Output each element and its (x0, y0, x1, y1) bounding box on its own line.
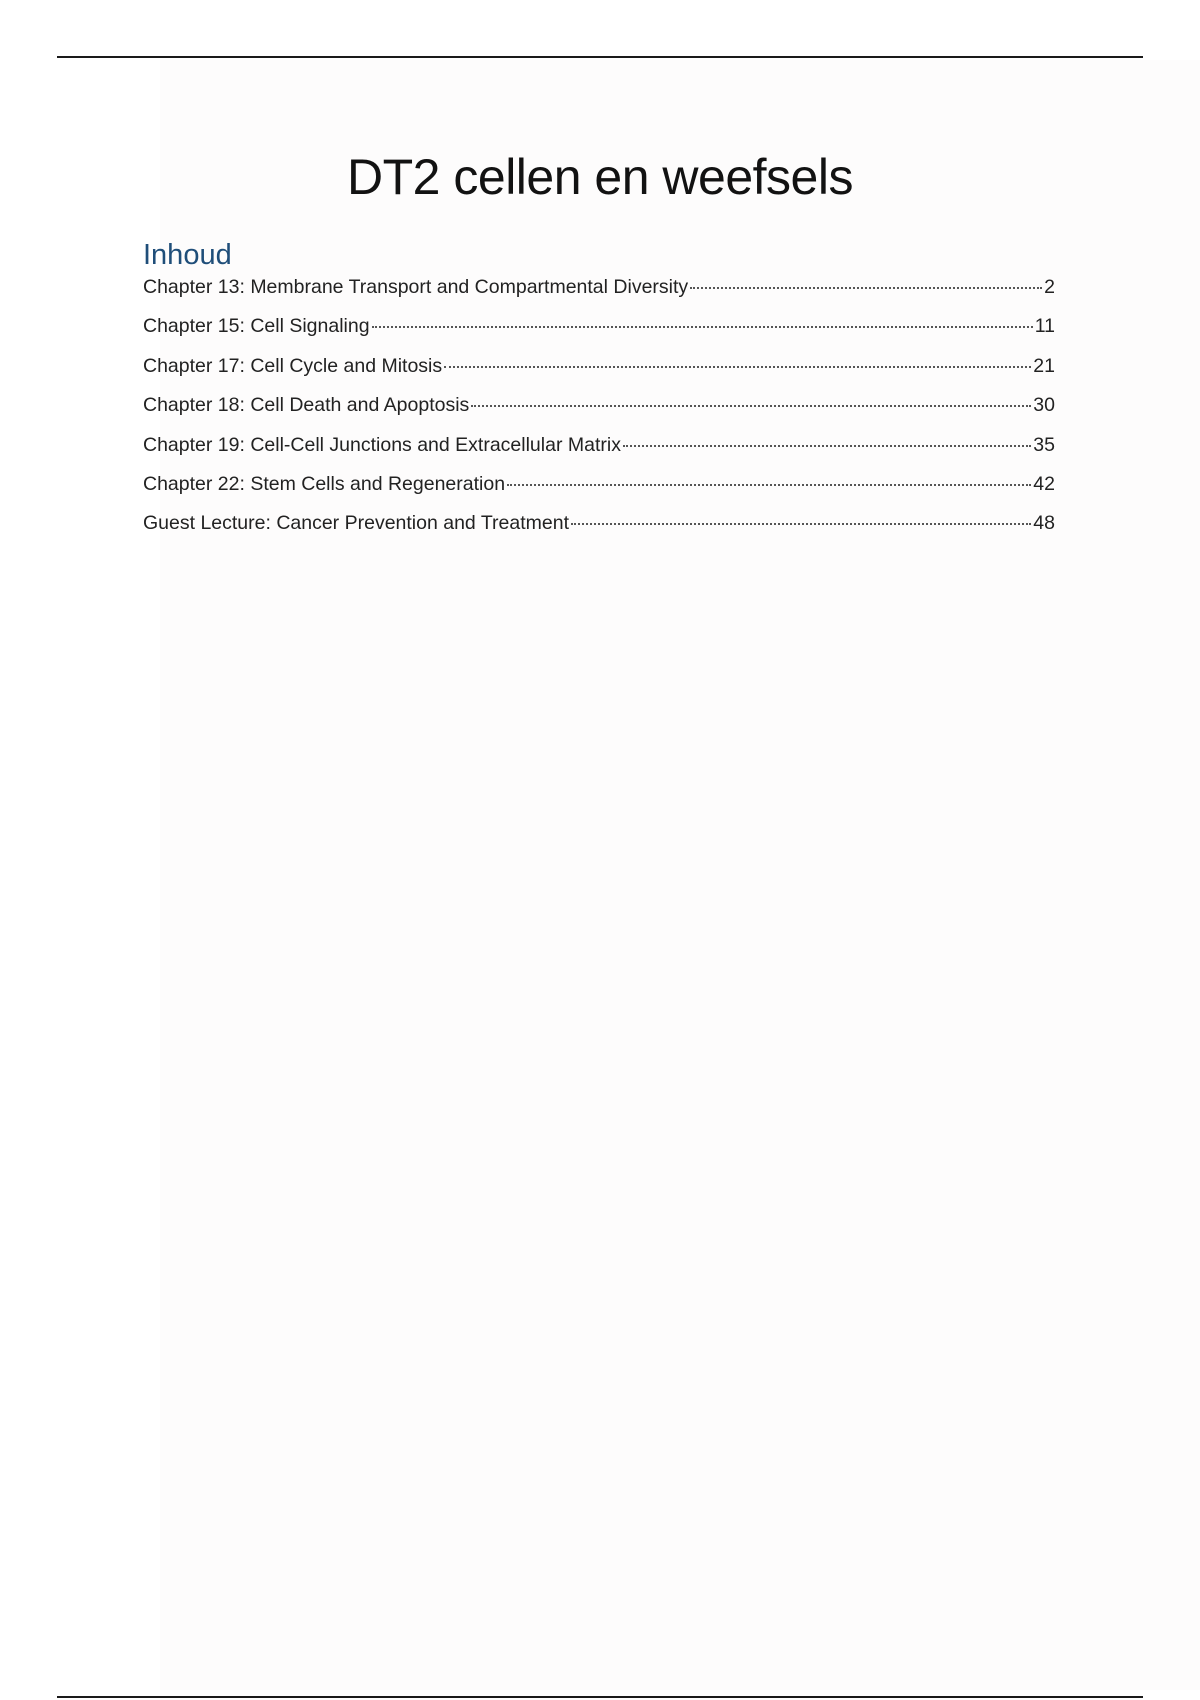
toc-entry-page[interactable]: 11 (1034, 315, 1055, 338)
toc-entry[interactable] (143, 512, 1055, 551)
toc-entry[interactable] (143, 434, 1055, 473)
toc-dot-leader (471, 405, 1031, 407)
toc-dot-leader (623, 445, 1031, 447)
toc-entry[interactable] (143, 473, 1055, 512)
footer-rule (57, 1696, 1143, 1698)
toc-dot-leader (372, 326, 1033, 328)
toc-entry-title[interactable]: Chapter 18: Cell Death and Apoptosis (143, 394, 470, 417)
toc-heading: Inhoud (143, 239, 232, 271)
toc-dot-leader (571, 523, 1031, 525)
toc-entry-page[interactable]: 48 (1033, 512, 1055, 535)
toc-dot-leader (507, 484, 1031, 486)
toc-entry-page[interactable]: 2 (1044, 276, 1055, 298)
toc-entry[interactable] (143, 355, 1055, 394)
table-of-contents (143, 276, 1055, 552)
toc-entry-title[interactable]: Chapter 15: Cell Signaling (143, 315, 370, 338)
toc-entry[interactable] (143, 315, 1055, 354)
toc-entry-page[interactable]: 30 (1033, 394, 1055, 417)
toc-dot-leader (444, 366, 1031, 368)
toc-entry-title[interactable]: Chapter 19: Cell-Cell Junctions and Extracellular Matrix (143, 433, 621, 456)
header-rule (57, 56, 1143, 58)
toc-entry-title[interactable]: Guest Lecture: Cancer Prevention and Treatment (143, 512, 569, 535)
toc-entry-title[interactable]: Chapter 13: Membrane Transport and Compartmental Diversity (143, 276, 689, 298)
toc-entry-title[interactable]: Chapter 22: Stem Cells and Regeneration (143, 472, 506, 495)
toc-entry-page[interactable]: 21 (1033, 354, 1055, 377)
toc-entry-page[interactable]: 35 (1033, 433, 1055, 456)
document-title: DT2 cellen en weefsels (347, 149, 853, 205)
toc-dot-leader (690, 287, 1042, 289)
toc-entry-page[interactable]: 42 (1033, 472, 1055, 495)
toc-entry[interactable] (143, 276, 1055, 315)
toc-entry[interactable] (143, 394, 1055, 433)
toc-entry-title[interactable]: Chapter 17: Cell Cycle and Mitosis (143, 354, 443, 377)
